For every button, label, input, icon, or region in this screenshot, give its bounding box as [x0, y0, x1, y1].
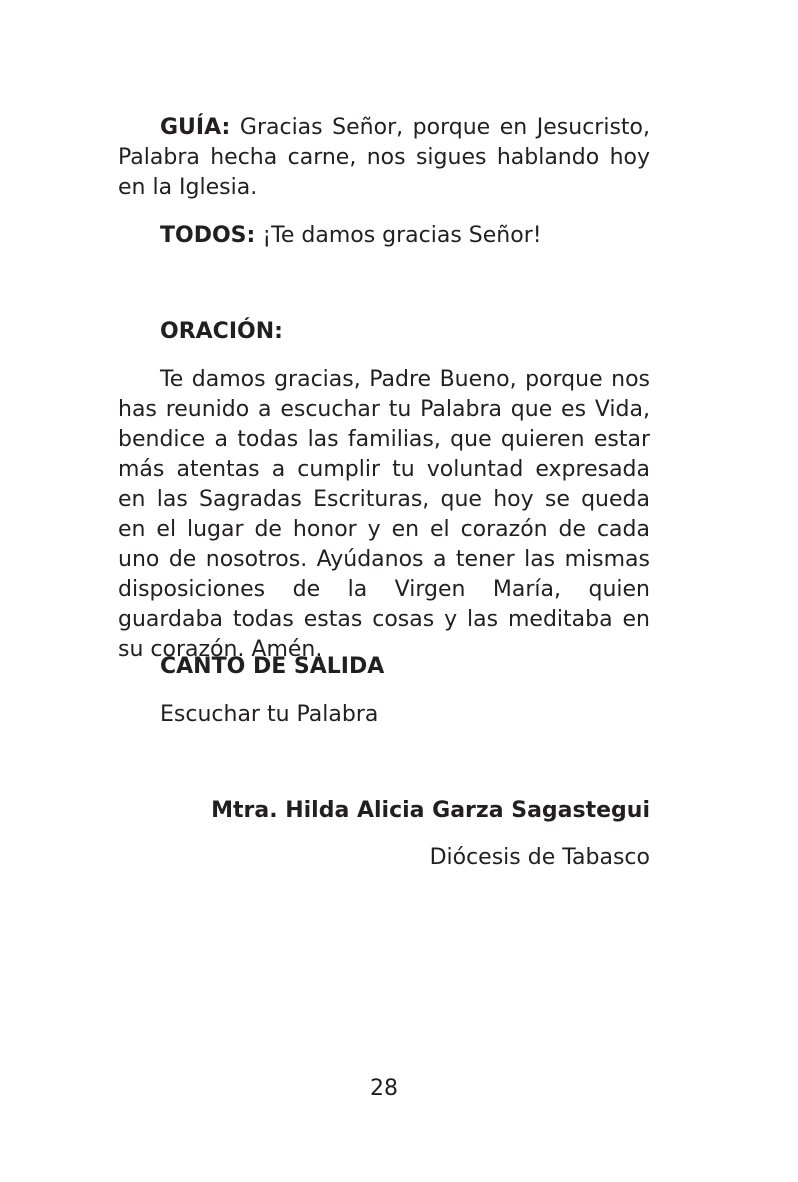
oracion-heading — [118, 317, 650, 347]
signature-name: Mtra. Hilda Alicia Garza Sagastegui — [211, 798, 650, 823]
canto-section — [118, 652, 650, 730]
oracion-text: Te damos gracias, Padre Bueno, porque nos has reunido a escuchar tu Palabra que es Vida, bendice a todas las familias, que quieren estar más atentas a cumplir tu voluntad expresada en las Sagradas Escrituras, que hoy se queda en el lugar de honor y en el corazón de cada uno de nosotros. Ayúdanos a tener las mismas disposiciones de la Virgen María, quien guardaba todas estas cosas y las meditaba en su corazón. Amén. — [118, 367, 650, 662]
oracion-heading-text: ORACIÓN: — [160, 319, 283, 344]
canto-heading — [118, 652, 650, 682]
guia-text: Gracias Señor, porque en Jesucristo, Palabra hecha carne, nos sigues hablando hoy en la Iglesia. — [118, 115, 650, 200]
signature-organization: Diócesis de Tabasco — [429, 845, 650, 870]
guia-label: GUÍA: — [160, 115, 231, 140]
todos-text: ¡Te damos gracias Señor! — [255, 223, 542, 248]
oracion-section — [118, 317, 650, 665]
todos-label: TODOS: — [160, 223, 256, 248]
todos-paragraph — [118, 221, 650, 251]
page-number: 28 — [370, 1076, 398, 1101]
dialogue-block — [118, 113, 650, 251]
canto-heading-text: CANTO DE SALIDA — [160, 654, 385, 679]
guia-paragraph — [118, 113, 650, 203]
canto-title: Escuchar tu Palabra — [160, 702, 379, 727]
